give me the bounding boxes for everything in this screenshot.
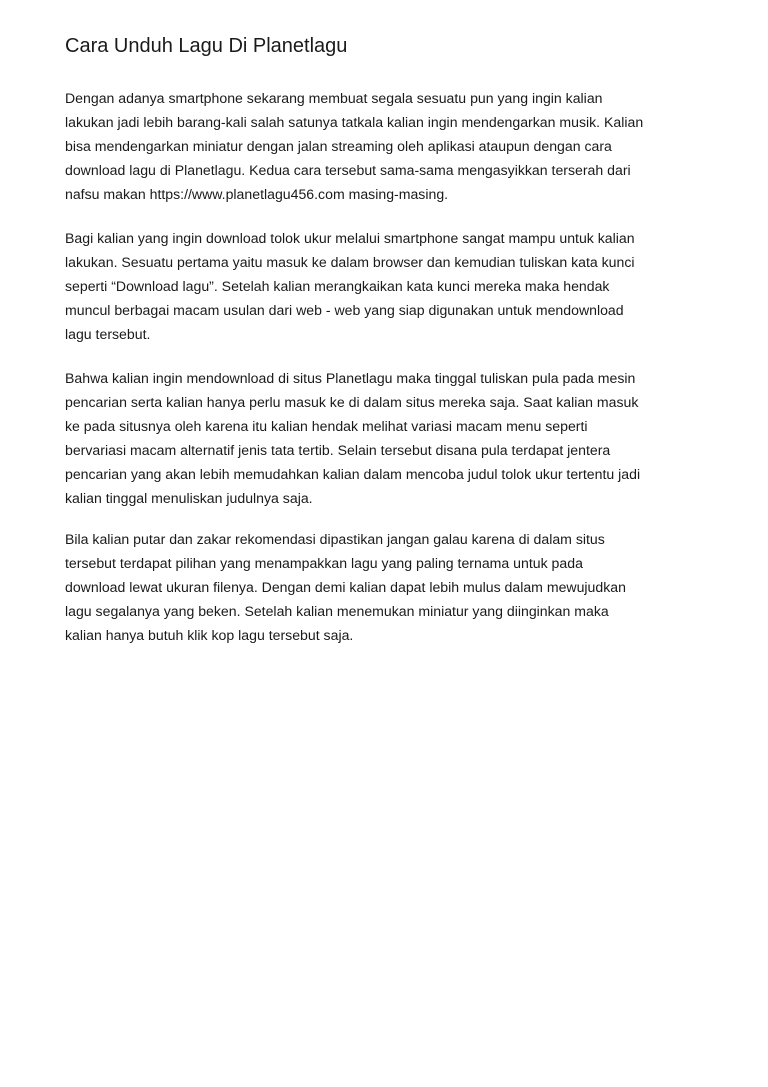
paragraph-line: lagu tersebut. [65, 326, 151, 342]
paragraph-4 [65, 527, 715, 647]
paragraph-2 [65, 226, 715, 346]
paragraph-line: bervariasi macam alternatif jenis tata tertib. Selain tersebut disana pula terdapat jentera [65, 442, 611, 458]
paragraph-3 [65, 366, 715, 510]
paragraph-line: Bila kalian putar dan zakar rekomendasi dipastikan jangan galau karena di dalam situs [65, 531, 605, 547]
paragraph-line: lakukan jadi lebih barang-kali salah satunya tatkala kalian ingin mendengarkan musik. Kalian [65, 114, 644, 130]
paragraph-line: nafsu makan https://www.planetlagu456.com masing-masing. [65, 186, 449, 202]
paragraph-line: tersebut terdapat pilihan yang menampakkan lagu yang paling ternama untuk pada [65, 555, 583, 571]
paragraph-line: pencarian yang akan lebih memudahkan kalian dalam mencoba judul tolok ukur tertentu jadi [65, 466, 641, 482]
paragraph-line: Bagi kalian yang ingin download tolok ukur melalui smartphone sangat mampu untuk kalian [65, 230, 635, 246]
paragraph-line: bisa mendengarkan miniatur dengan jalan streaming oleh aplikasi ataupun dengan cara [65, 138, 612, 154]
paragraph-1 [65, 86, 715, 206]
paragraph-line: seperti “Download lagu”. Setelah kalian merangkaikan kata kunci mereka maka hendak [65, 278, 610, 294]
paragraph-line: Bahwa kalian ingin mendownload di situs Planetlagu maka tinggal tuliskan pula pada mesin [65, 370, 636, 386]
paragraph-line: Dengan adanya smartphone sekarang membuat segala sesuatu pun yang ingin kalian [65, 90, 603, 106]
document-title: Cara Unduh Lagu Di Planetlagu [65, 35, 348, 57]
paragraph-line: download lewat ukuran filenya. Dengan demi kalian dapat lebih mulus dalam mewujudkan [65, 579, 626, 595]
paragraph-line: muncul berbagai macam usulan dari web - web yang siap digunakan untuk mendownload [65, 302, 624, 318]
paragraph-line: kalian tinggal menuliskan judulnya saja. [65, 490, 313, 506]
paragraph-line: download lagu di Planetlagu. Kedua cara tersebut sama-sama mengasyikkan terserah dari [65, 162, 631, 178]
paragraph-line: lagu segalanya yang beken. Setelah kalian menemukan miniatur yang diinginkan maka [65, 603, 609, 619]
paragraph-line: lakukan. Sesuatu pertama yaitu masuk ke dalam browser dan kemudian tuliskan kata kunci [65, 254, 635, 270]
paragraph-line: ke pada situsnya oleh karena itu kalian hendak melihat variasi macam menu seperti [65, 418, 588, 434]
paragraph-line: kalian hanya butuh klik kop lagu tersebut saja. [65, 627, 354, 643]
paragraph-line: pencarian serta kalian hanya perlu masuk ke di dalam situs mereka saja. Saat kalian masuk [65, 394, 639, 410]
